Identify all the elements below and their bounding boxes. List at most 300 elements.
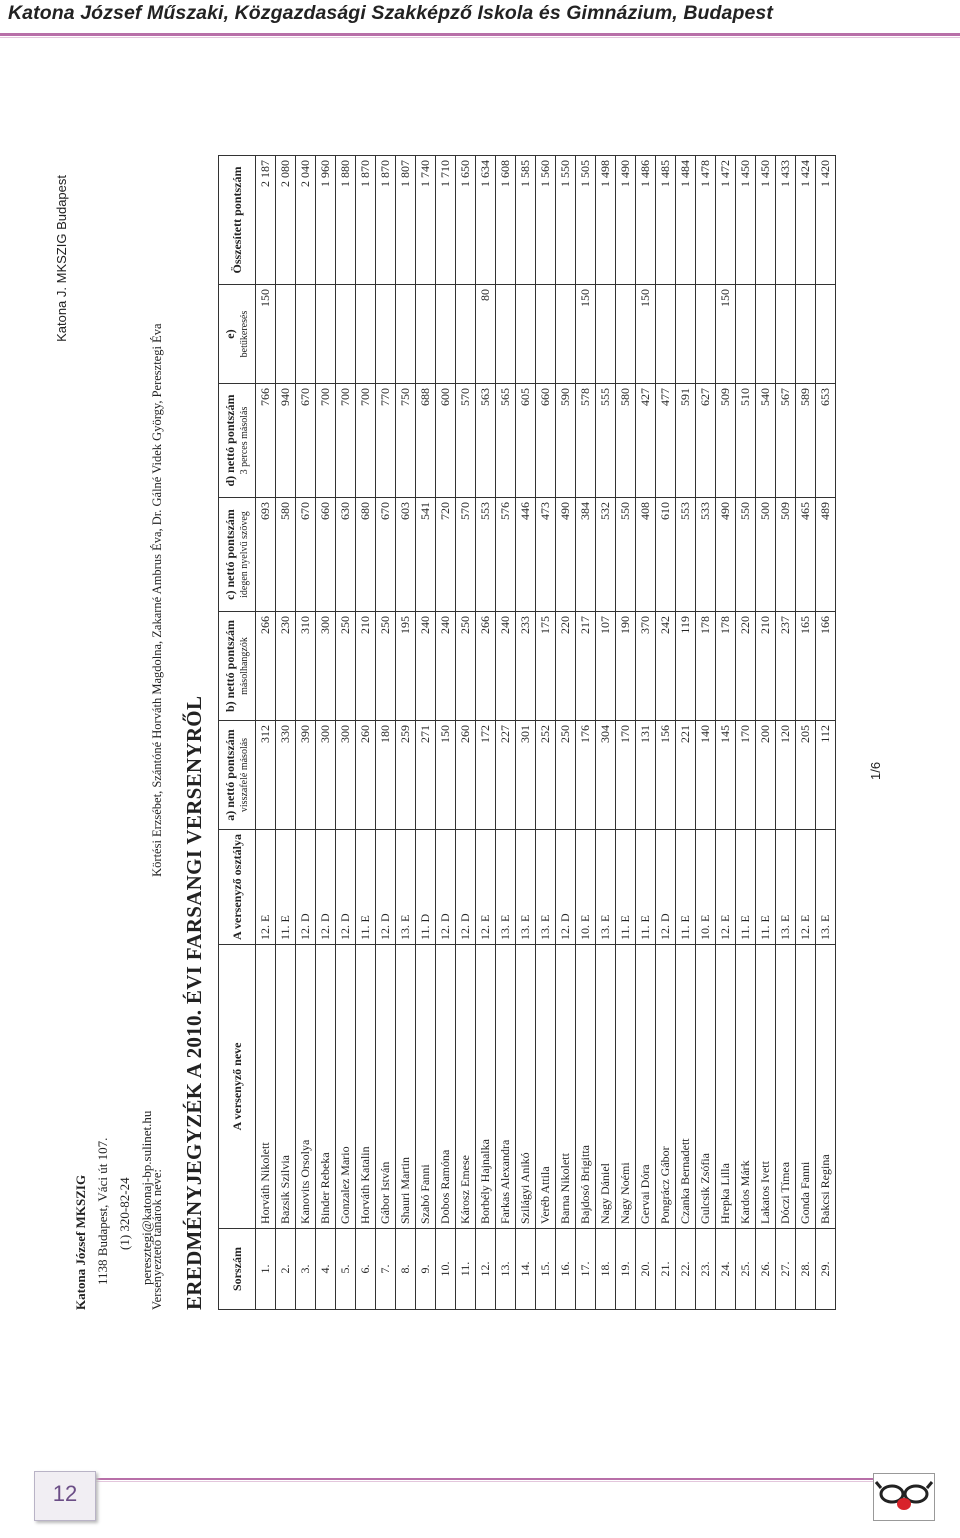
- cell-c: 660: [316, 498, 336, 612]
- cell-c: 630: [336, 498, 356, 612]
- cell-class: 11. E: [356, 830, 376, 945]
- cell-idx: 7.: [376, 1229, 396, 1310]
- cell-class: 13. E: [516, 830, 536, 945]
- cell-name: Horváth Katalin: [356, 945, 376, 1229]
- table-row: [496, 156, 516, 1310]
- table-row: [556, 156, 576, 1310]
- table-row: [816, 156, 836, 1310]
- cell-e: 150: [636, 285, 656, 384]
- cell-a: 170: [736, 721, 756, 830]
- cell-idx: 2.: [276, 1229, 296, 1310]
- col-header-total: Összesített pontszám: [219, 156, 256, 285]
- cell-a: 301: [516, 721, 536, 830]
- cell-total: 1 420: [816, 156, 836, 285]
- cell-class: 11. D: [416, 830, 436, 945]
- cell-e: 150: [256, 285, 276, 384]
- cell-name: Barna Nikolett: [556, 945, 576, 1229]
- cell-class: 11. E: [636, 830, 656, 945]
- footer-rule: [95, 1478, 875, 1480]
- page-number-box: [34, 1471, 96, 1521]
- cell-a: 180: [376, 721, 396, 830]
- cell-e: [696, 285, 716, 384]
- cell-total: 1 485: [656, 156, 676, 285]
- table-row: [456, 156, 476, 1310]
- cell-a: 260: [456, 721, 476, 830]
- cell-c: 490: [716, 498, 736, 612]
- cell-c: 465: [796, 498, 816, 612]
- cell-idx: 13.: [496, 1229, 516, 1310]
- cell-c: 720: [436, 498, 456, 612]
- cell-total: 1 870: [376, 156, 396, 285]
- cell-a: 145: [716, 721, 736, 830]
- cell-d: 540: [756, 384, 776, 498]
- cell-idx: 17.: [576, 1229, 596, 1310]
- cell-d: 427: [636, 384, 656, 498]
- cell-idx: 4.: [316, 1229, 336, 1310]
- cell-a: 112: [816, 721, 836, 830]
- letterhead-email: peresztegi@katonaj-bp.sulinet.hu: [139, 1110, 154, 1285]
- cell-d: 570: [456, 384, 476, 498]
- table-row: [536, 156, 556, 1310]
- cell-total: 1 450: [756, 156, 776, 285]
- cell-idx: 9.: [416, 1229, 436, 1310]
- header-rule-thin: [0, 37, 960, 38]
- table-row: [316, 156, 336, 1310]
- cell-e: [396, 285, 416, 384]
- cell-e: [456, 285, 476, 384]
- cell-a: 172: [476, 721, 496, 830]
- cell-d: 670: [296, 384, 316, 498]
- cell-name: Nagy Noémi: [616, 945, 636, 1229]
- cell-name: Szabó Fanni: [416, 945, 436, 1229]
- table-row: [516, 156, 536, 1310]
- cell-a: 150: [436, 721, 456, 830]
- cell-idx: 24.: [716, 1229, 736, 1310]
- cell-class: 10. E: [576, 830, 596, 945]
- cell-a: 156: [656, 721, 676, 830]
- cell-total: 1 424: [796, 156, 816, 285]
- cell-b: 195: [396, 612, 416, 721]
- cell-e: [316, 285, 336, 384]
- cell-c: 670: [296, 498, 316, 612]
- cell-c: 670: [376, 498, 396, 612]
- col-sub-a: visszafelé másolás: [239, 737, 250, 813]
- cell-class: 11. E: [736, 830, 756, 945]
- cell-idx: 11.: [456, 1229, 476, 1310]
- cell-b: 370: [636, 612, 656, 721]
- cell-b: 240: [416, 612, 436, 721]
- cell-e: [296, 285, 316, 384]
- col-header-c: c) nettó pontszám idegen nyelvű szöveg: [219, 498, 256, 612]
- cell-a: 330: [276, 721, 296, 830]
- cell-name: Hrepka Lilla: [716, 945, 736, 1229]
- cell-name: Binder Rebeka: [316, 945, 336, 1229]
- cell-class: 11. E: [756, 830, 776, 945]
- cell-total: 1 433: [776, 156, 796, 285]
- cell-class: 12. E: [476, 830, 496, 945]
- cell-name: Nagy Dániel: [596, 945, 616, 1229]
- cell-b: 166: [816, 612, 836, 721]
- cell-d: 578: [576, 384, 596, 498]
- cell-total: 2 187: [256, 156, 276, 285]
- document-top-right: Katona J. MKSZIG Budapest: [54, 175, 69, 342]
- cell-e: [816, 285, 836, 384]
- page-number: 12: [52, 1481, 78, 1506]
- cell-total: 1 634: [476, 156, 496, 285]
- table-row: [656, 156, 676, 1310]
- cell-total: 1 472: [716, 156, 736, 285]
- cell-total: 1 486: [636, 156, 656, 285]
- cell-a: 300: [336, 721, 356, 830]
- cell-idx: 10.: [436, 1229, 456, 1310]
- cell-name: Bajdosó Brigitta: [576, 945, 596, 1229]
- cell-b: 217: [576, 612, 596, 721]
- cell-idx: 23.: [696, 1229, 716, 1310]
- cell-b: 220: [736, 612, 756, 721]
- cell-total: 1 870: [356, 156, 376, 285]
- letterhead-address: 1138 Budapest, Váci út 107.: [95, 1137, 110, 1285]
- cell-e: 150: [716, 285, 736, 384]
- cell-idx: 12.: [476, 1229, 496, 1310]
- cell-name: Shauri Martin: [396, 945, 416, 1229]
- cell-class: 13. E: [816, 830, 836, 945]
- cell-d: 688: [416, 384, 436, 498]
- cell-name: Lakatos Ivett: [756, 945, 776, 1229]
- cell-c: 473: [536, 498, 556, 612]
- cell-total: 1 478: [696, 156, 716, 285]
- cell-name: Farkas Alexandra: [496, 945, 516, 1229]
- table-row: [576, 156, 596, 1310]
- cell-c: 580: [276, 498, 296, 612]
- cell-b: 250: [336, 612, 356, 721]
- table-row: [616, 156, 636, 1310]
- cell-b: 266: [476, 612, 496, 721]
- cell-a: 300: [316, 721, 336, 830]
- cell-name: Gonzalez Mario: [336, 945, 356, 1229]
- cell-a: 312: [256, 721, 276, 830]
- col-header-a: a) nettó pontszám visszafelé másolás: [219, 721, 256, 830]
- cell-total: 1 880: [336, 156, 356, 285]
- cell-e: 80: [476, 285, 496, 384]
- cell-b: 233: [516, 612, 536, 721]
- cell-d: 589: [796, 384, 816, 498]
- cell-idx: 20.: [636, 1229, 656, 1310]
- cell-idx: 3.: [296, 1229, 316, 1310]
- cell-c: 553: [676, 498, 696, 612]
- cell-class: 12. E: [716, 830, 736, 945]
- glasses-nose-icon: [874, 1474, 934, 1520]
- cell-e: [796, 285, 816, 384]
- cell-a: 390: [296, 721, 316, 830]
- cell-e: [376, 285, 396, 384]
- cell-a: 170: [616, 721, 636, 830]
- cell-e: [436, 285, 456, 384]
- cell-c: 553: [476, 498, 496, 612]
- results-table: [218, 155, 836, 1310]
- cell-idx: 6.: [356, 1229, 376, 1310]
- cell-total: 1 740: [416, 156, 436, 285]
- table-row: [756, 156, 776, 1310]
- cell-idx: 18.: [596, 1229, 616, 1310]
- cell-total: 1 960: [316, 156, 336, 285]
- cell-c: 533: [696, 498, 716, 612]
- table-row: [416, 156, 436, 1310]
- cell-d: 750: [396, 384, 416, 498]
- cell-class: 13. E: [536, 830, 556, 945]
- col-header-class: A versenyző osztálya: [219, 830, 256, 945]
- cell-class: 11. E: [676, 830, 696, 945]
- cell-idx: 26.: [756, 1229, 776, 1310]
- cell-total: 1 710: [436, 156, 456, 285]
- cell-class: 12. D: [556, 830, 576, 945]
- cell-name: Bazsik Szilvia: [276, 945, 296, 1229]
- cell-c: 509: [776, 498, 796, 612]
- footer-rule-thin: [95, 1481, 875, 1482]
- table-row: [796, 156, 816, 1310]
- cell-c: 610: [656, 498, 676, 612]
- cell-c: 384: [576, 498, 596, 612]
- cell-a: 120: [776, 721, 796, 830]
- table-row: [436, 156, 456, 1310]
- cell-b: 178: [696, 612, 716, 721]
- cell-c: 693: [256, 498, 276, 612]
- cell-total: 2 080: [276, 156, 296, 285]
- cell-d: 940: [276, 384, 296, 498]
- table-row: [596, 156, 616, 1310]
- cell-name: Kardos Márk: [736, 945, 756, 1229]
- cell-idx: 8.: [396, 1229, 416, 1310]
- table-row: [776, 156, 796, 1310]
- cell-b: 250: [376, 612, 396, 721]
- cell-b: 190: [616, 612, 636, 721]
- cell-a: 252: [536, 721, 556, 830]
- table-row: [636, 156, 656, 1310]
- cell-c: 603: [396, 498, 416, 612]
- cell-total: 1 560: [536, 156, 556, 285]
- col-sub-b: másolhangzók: [239, 637, 250, 695]
- col-header-b: b) nettó pontszám másolhangzók: [219, 612, 256, 721]
- cell-name: Kanovits Orsolya: [296, 945, 316, 1229]
- cell-idx: 19.: [616, 1229, 636, 1310]
- cell-name: Gulcsik Zsófia: [696, 945, 716, 1229]
- cell-b: 240: [436, 612, 456, 721]
- document-title: EREDMÉNYJEGYZÉK A 2010. ÉVI FARSANGI VERSENYRŐL: [182, 695, 206, 1310]
- cell-b: 240: [496, 612, 516, 721]
- cell-idx: 22.: [676, 1229, 696, 1310]
- cell-e: [756, 285, 776, 384]
- cell-d: 600: [436, 384, 456, 498]
- teachers-label: Versenyeztető tanárok neve:: [150, 1169, 164, 1310]
- cell-idx: 25.: [736, 1229, 756, 1310]
- cell-c: 550: [736, 498, 756, 612]
- cell-b: 165: [796, 612, 816, 721]
- cell-b: 107: [596, 612, 616, 721]
- cell-class: 12. D: [296, 830, 316, 945]
- cell-name: Dobos Ramóna: [436, 945, 456, 1229]
- cell-c: 532: [596, 498, 616, 612]
- cell-e: 150: [576, 285, 596, 384]
- cell-name: Szilágyi Anikó: [516, 945, 536, 1229]
- col-sub-d: 3 perces másolás: [239, 406, 250, 475]
- cell-d: 477: [656, 384, 676, 498]
- cell-name: Károsz Emese: [456, 945, 476, 1229]
- cell-b: 300: [316, 612, 336, 721]
- cell-name: Borbély Hajnalka: [476, 945, 496, 1229]
- cell-a: 260: [356, 721, 376, 830]
- cell-a: 221: [676, 721, 696, 830]
- cell-b: 237: [776, 612, 796, 721]
- cell-b: 250: [456, 612, 476, 721]
- col-sub-c: idegen nyelvű szöveg: [239, 511, 250, 598]
- cell-b: 220: [556, 612, 576, 721]
- cell-idx: 27.: [776, 1229, 796, 1310]
- cell-e: [356, 285, 376, 384]
- cell-total: 1 550: [556, 156, 576, 285]
- col-header-idx: Sorszám: [219, 1229, 256, 1310]
- cell-idx: 28.: [796, 1229, 816, 1310]
- cell-total: 1 450: [736, 156, 756, 285]
- cell-d: 563: [476, 384, 496, 498]
- cell-a: 200: [756, 721, 776, 830]
- cell-e: [276, 285, 296, 384]
- cell-total: 1 650: [456, 156, 476, 285]
- cell-e: [736, 285, 756, 384]
- table-row: [256, 156, 276, 1310]
- cell-d: 565: [496, 384, 516, 498]
- cell-total: 1 608: [496, 156, 516, 285]
- cell-c: 541: [416, 498, 436, 612]
- cell-name: Gábor István: [376, 945, 396, 1229]
- table-row: [396, 156, 416, 1310]
- cell-class: 11. E: [616, 830, 636, 945]
- cell-name: Dóczi Tímea: [776, 945, 796, 1229]
- cell-d: 509: [716, 384, 736, 498]
- cell-total: 1 585: [516, 156, 536, 285]
- cell-name: Czanka Bernadett: [676, 945, 696, 1229]
- table-row: [716, 156, 736, 1310]
- cell-d: 555: [596, 384, 616, 498]
- cell-class: 11. E: [276, 830, 296, 945]
- cell-e: [416, 285, 436, 384]
- cell-b: 266: [256, 612, 276, 721]
- cell-idx: 21.: [656, 1229, 676, 1310]
- cell-total: 2 040: [296, 156, 316, 285]
- cell-e: [776, 285, 796, 384]
- cell-idx: 14.: [516, 1229, 536, 1310]
- cell-a: 176: [576, 721, 596, 830]
- cell-a: 271: [416, 721, 436, 830]
- cell-idx: 5.: [336, 1229, 356, 1310]
- cell-d: 700: [316, 384, 336, 498]
- cell-b: 210: [356, 612, 376, 721]
- table-row: [296, 156, 316, 1310]
- cell-d: 766: [256, 384, 276, 498]
- cell-class: 13. E: [776, 830, 796, 945]
- letterhead: [70, 1111, 158, 1310]
- cell-total: 1 807: [396, 156, 416, 285]
- table-row: [376, 156, 396, 1310]
- col-sub-e: betűkeresés: [239, 310, 250, 358]
- cell-total: 1 484: [676, 156, 696, 285]
- table-row: [676, 156, 696, 1310]
- page-header: [0, 0, 960, 40]
- table-row: [696, 156, 716, 1310]
- cell-d: 591: [676, 384, 696, 498]
- cell-class: 12. D: [336, 830, 356, 945]
- col-header-d: d) nettó pontszám 3 perces másolás: [219, 384, 256, 498]
- cell-class: 13. E: [496, 830, 516, 945]
- cell-e: [336, 285, 356, 384]
- cell-class: 13. E: [596, 830, 616, 945]
- cell-e: [656, 285, 676, 384]
- table-body: [256, 156, 836, 1310]
- cell-name: Pongrácz Gábor: [656, 945, 676, 1229]
- table-row: [336, 156, 356, 1310]
- cell-total: 1 505: [576, 156, 596, 285]
- cell-class: 12. E: [256, 830, 276, 945]
- cell-c: 489: [816, 498, 836, 612]
- cell-c: 576: [496, 498, 516, 612]
- cell-a: 131: [636, 721, 656, 830]
- cell-d: 653: [816, 384, 836, 498]
- cell-c: 550: [616, 498, 636, 612]
- cell-c: 446: [516, 498, 536, 612]
- table-row: [476, 156, 496, 1310]
- cell-class: 12. D: [316, 830, 336, 945]
- cell-idx: 16.: [556, 1229, 576, 1310]
- cell-name: Gervai Dóra: [636, 945, 656, 1229]
- logo: [873, 1473, 935, 1521]
- cell-c: 490: [556, 498, 576, 612]
- cell-total: 1 490: [616, 156, 636, 285]
- table-row: [736, 156, 756, 1310]
- cell-class: 12. D: [436, 830, 456, 945]
- cell-d: 770: [376, 384, 396, 498]
- cell-name: Horváth Nikolett: [256, 945, 276, 1229]
- scanned-document: [40, 155, 900, 1325]
- cell-b: 119: [676, 612, 696, 721]
- cell-class: 12. E: [796, 830, 816, 945]
- header-title: Katona József Műszaki, Közgazdasági Szakképző Iskola és Gimnázium, Budapest: [8, 2, 773, 24]
- teachers-names: Körtési Erzsébet, Szántóné Horváth Magdolna, Zakarné Ambrus Éva, Dr. Gálné Videk György, Peresztegi Éva: [150, 323, 164, 877]
- cell-d: 580: [616, 384, 636, 498]
- teachers-row: [150, 323, 165, 1310]
- cell-d: 660: [536, 384, 556, 498]
- cell-c: 680: [356, 498, 376, 612]
- cell-b: 310: [296, 612, 316, 721]
- cell-d: 700: [336, 384, 356, 498]
- cell-d: 605: [516, 384, 536, 498]
- cell-a: 227: [496, 721, 516, 830]
- cell-total: 1 498: [596, 156, 616, 285]
- cell-e: [616, 285, 636, 384]
- letterhead-school: Katona József MKSZIG: [73, 1174, 88, 1310]
- table-header-row: [219, 156, 256, 1310]
- cell-name: Bakcsi Regina: [816, 945, 836, 1229]
- cell-d: 700: [356, 384, 376, 498]
- cell-e: [496, 285, 516, 384]
- cell-d: 510: [736, 384, 756, 498]
- cell-class: 12. D: [456, 830, 476, 945]
- cell-b: 175: [536, 612, 556, 721]
- cell-name: Veréb Attila: [536, 945, 556, 1229]
- cell-c: 500: [756, 498, 776, 612]
- cell-b: 178: [716, 612, 736, 721]
- cell-a: 140: [696, 721, 716, 830]
- cell-a: 304: [596, 721, 616, 830]
- cell-idx: 15.: [536, 1229, 556, 1310]
- header-rule: [0, 33, 960, 36]
